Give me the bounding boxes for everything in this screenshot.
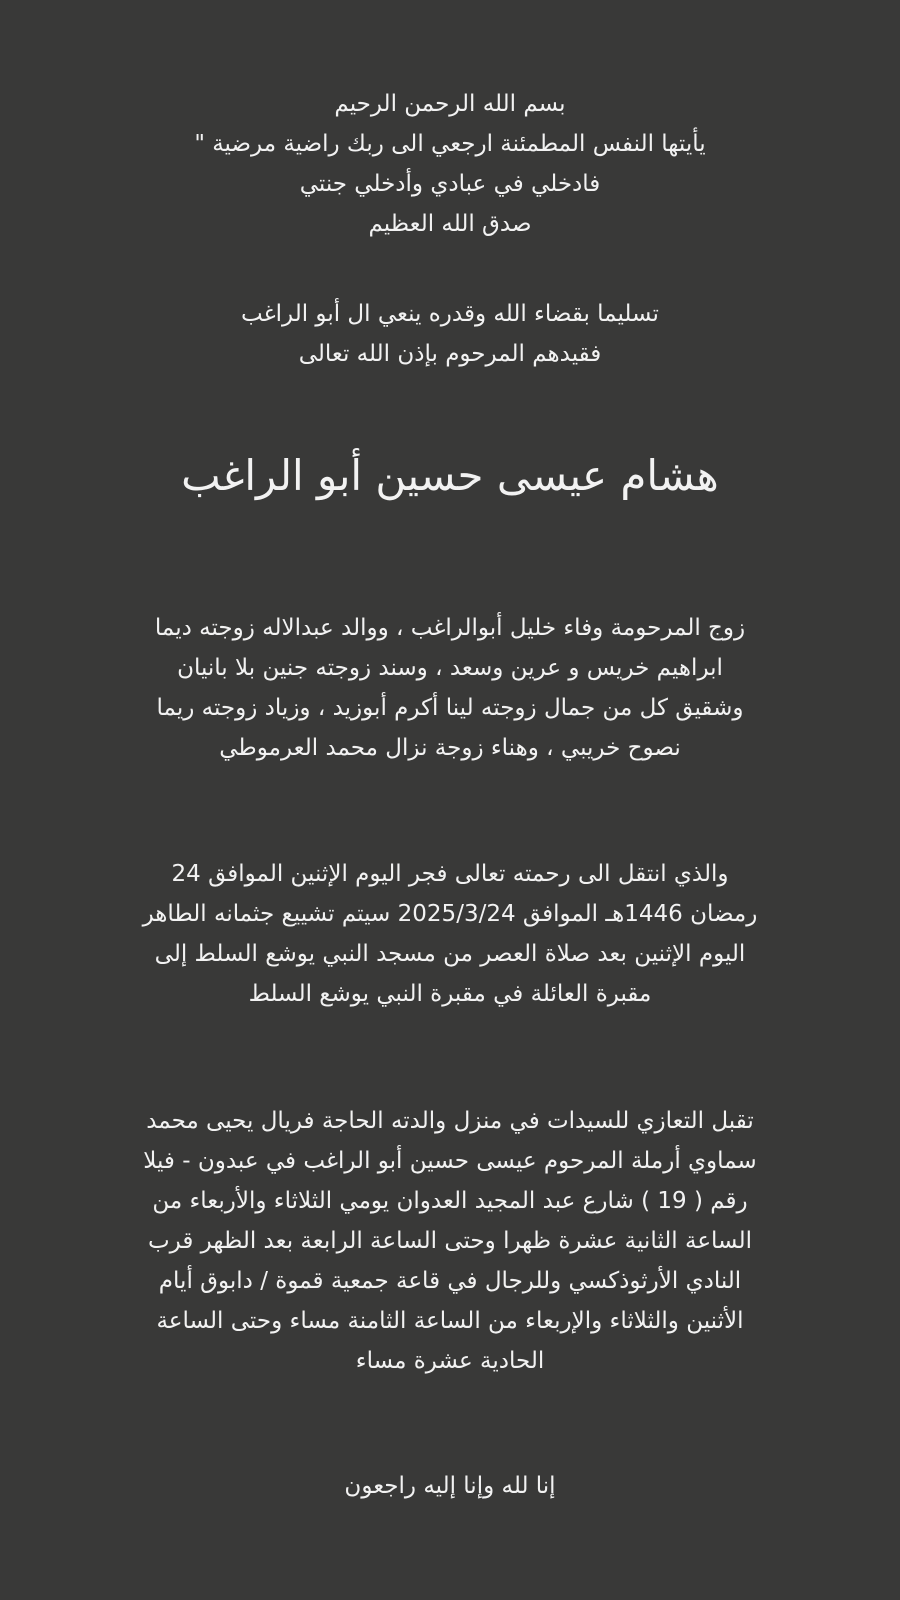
death-notice-line: اليوم الإثنين بعد صلاة العصر من مسجد النبي يوشع السلط إلى [154, 941, 746, 967]
closing-phrase-block [60, 1466, 840, 1506]
verse-line: فادخلي في عبادي وأدخلي جنتي [299, 171, 601, 197]
condolences-line: تقبل التعازي للسيدات في منزل والدته الحاجة فريال يحيى محمد [146, 1108, 754, 1134]
verse-line: صدق الله العظيم [368, 211, 532, 237]
family-line: نصوح خريبي ، وهناء زوجة نزال محمد العرموطي [219, 735, 681, 761]
family-line: ابراهيم خريس و عرين وسعد ، وسند زوجته جنين بلا بانيان [177, 655, 723, 681]
condolences-line: الساعة الثانية عشرة ظهرا وحتى الساعة الرابعة بعد الظهر قرب [148, 1228, 752, 1254]
family-relations [60, 608, 840, 768]
condolences-details [60, 1101, 840, 1381]
deceased-name: هشام عيسى حسين أبو الراغب [181, 451, 719, 500]
condolences-line: الأثنين والثلاثاء والإربعاء من الساعة الثامنة مساء وحتى الساعة [156, 1308, 744, 1334]
deceased-name-block [60, 448, 840, 504]
verse-line: يأيتها النفس المطمئنة ارجعي الى ربك راضية مرضية " [194, 131, 706, 157]
announcement-line: تسليما بقضاء الله وقدره ينعي ال أبو الراغب [241, 301, 659, 327]
quran-verse [60, 84, 840, 244]
death-and-funeral-notice [60, 854, 840, 1014]
condolences-line: رقم ( 19 ) شارع عبد المجيد العدوان يومي الثلاثاء والأربعاء من [152, 1188, 748, 1214]
family-line: زوج المرحومة وفاء خليل أبوالراغب ، ووالد عبدالاله زوجته ديما [154, 615, 746, 641]
condolences-line: سماوي أرملة المرحوم عيسى حسين أبو الراغب في عبدون - فيلا [143, 1148, 757, 1174]
family-line: وشقيق كل من جمال زوجته لينا أكرم أبوزيد ، وزياد زوجته ريما [156, 695, 744, 721]
death-notice-line: رمضان 1446هـ الموافق 2025/3/24 سيتم تشييع جثمانه الطاهر [142, 901, 758, 927]
closing-phrase: إنا لله وإنا إليه راجعون [344, 1473, 556, 1499]
condolences-line: الحادية عشرة مساء [355, 1348, 545, 1374]
condolences-line: النادي الأرثوذكسي وللرجال في قاعة جمعية قموة / دابوق أيام [158, 1268, 742, 1294]
death-announcement [60, 294, 840, 374]
death-notice-line: مقبرة العائلة في مقبرة النبي يوشع السلط [248, 981, 652, 1007]
verse-line: بسم الله الرحمن الرحيم [334, 91, 566, 117]
announcement-line: فقيدهم المرحوم بإذن الله تعالى [298, 341, 602, 367]
death-notice-line: والذي انتقل الى رحمته تعالى فجر اليوم الإثنين الموافق 24 [171, 861, 729, 887]
